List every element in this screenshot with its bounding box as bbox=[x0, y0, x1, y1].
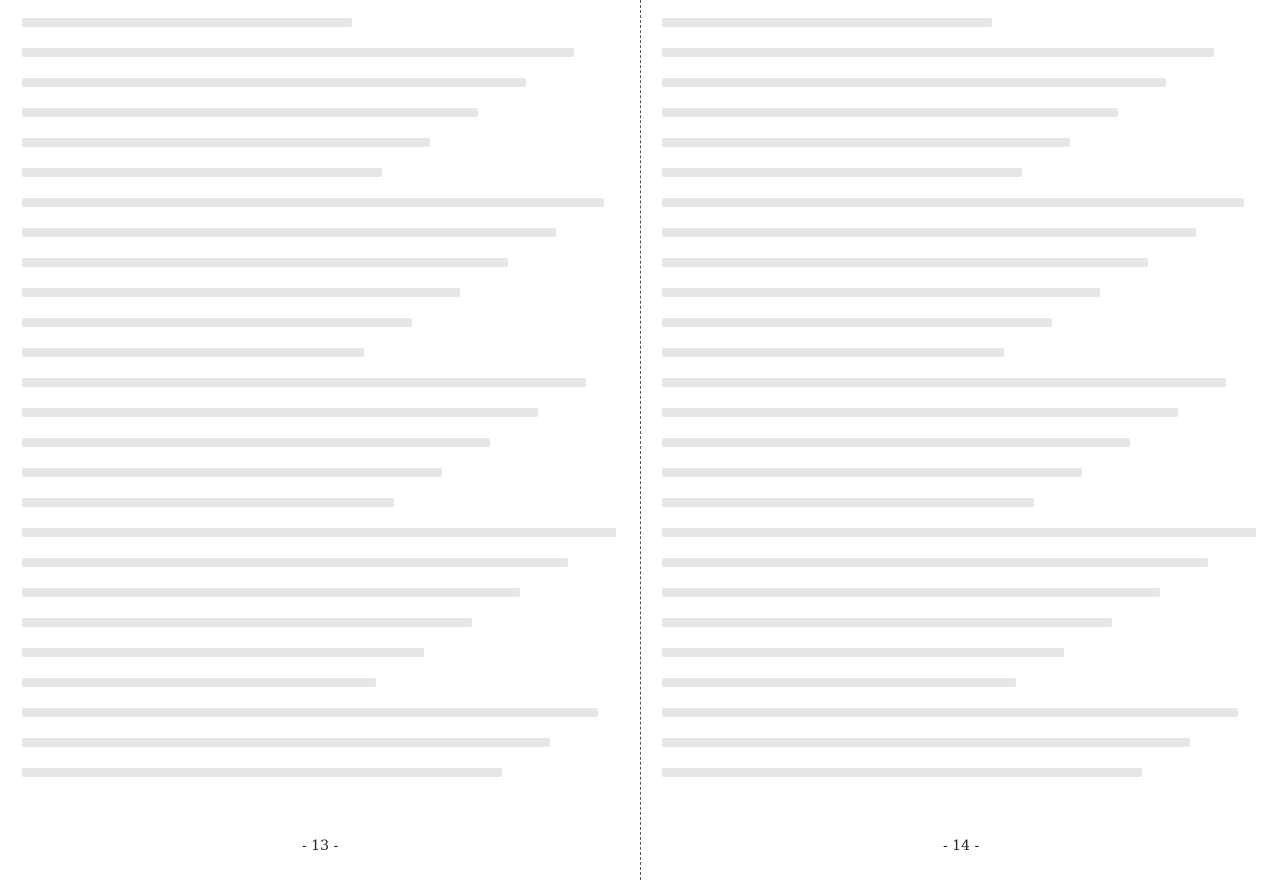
text-line-placeholder bbox=[662, 288, 1100, 297]
text-line-placeholder bbox=[22, 288, 460, 297]
text-line-placeholder bbox=[22, 498, 394, 507]
text-line-placeholder bbox=[22, 318, 412, 327]
page-13-body bbox=[22, 18, 622, 818]
text-line-placeholder bbox=[22, 528, 616, 537]
page-divider bbox=[640, 0, 641, 880]
text-line-placeholder bbox=[662, 408, 1178, 417]
text-line-placeholder bbox=[662, 78, 1166, 87]
text-line-placeholder bbox=[22, 468, 442, 477]
text-line-placeholder bbox=[662, 498, 1034, 507]
text-line-placeholder bbox=[22, 138, 430, 147]
text-line-placeholder bbox=[662, 348, 1004, 357]
text-line-placeholder bbox=[22, 48, 574, 57]
text-line-placeholder bbox=[662, 708, 1238, 717]
text-line-placeholder bbox=[22, 18, 352, 27]
text-line-placeholder bbox=[662, 738, 1190, 747]
text-line-placeholder bbox=[662, 138, 1070, 147]
text-line-placeholder bbox=[22, 408, 538, 417]
text-line-placeholder bbox=[662, 48, 1214, 57]
text-line-placeholder bbox=[662, 108, 1118, 117]
text-line-placeholder bbox=[22, 108, 478, 117]
text-line-placeholder bbox=[22, 168, 382, 177]
text-line-placeholder bbox=[22, 648, 424, 657]
text-line-placeholder bbox=[662, 768, 1142, 777]
text-line-placeholder bbox=[662, 18, 992, 27]
page-number-14: - 14 - bbox=[943, 838, 980, 854]
text-line-placeholder bbox=[22, 678, 376, 687]
text-line-placeholder bbox=[662, 618, 1112, 627]
text-line-placeholder bbox=[662, 228, 1196, 237]
text-line-placeholder bbox=[22, 558, 568, 567]
text-line-placeholder bbox=[662, 678, 1016, 687]
text-line-placeholder bbox=[22, 78, 526, 87]
text-line-placeholder bbox=[662, 258, 1148, 267]
text-line-placeholder bbox=[22, 618, 472, 627]
text-line-placeholder bbox=[22, 708, 598, 717]
text-line-placeholder bbox=[22, 438, 490, 447]
text-line-placeholder bbox=[662, 648, 1064, 657]
page-14-body bbox=[662, 18, 1262, 818]
text-line-placeholder bbox=[662, 588, 1160, 597]
text-line-placeholder bbox=[662, 378, 1226, 387]
text-line-placeholder bbox=[22, 738, 550, 747]
text-line-placeholder bbox=[662, 198, 1244, 207]
text-line-placeholder bbox=[662, 528, 1256, 537]
text-line-placeholder bbox=[662, 558, 1208, 567]
page-number-13: - 13 - bbox=[302, 838, 339, 854]
text-line-placeholder bbox=[22, 768, 502, 777]
text-line-placeholder bbox=[662, 438, 1130, 447]
text-line-placeholder bbox=[662, 468, 1082, 477]
text-line-placeholder bbox=[22, 258, 508, 267]
text-line-placeholder bbox=[22, 378, 586, 387]
text-line-placeholder bbox=[22, 198, 604, 207]
text-line-placeholder bbox=[22, 588, 520, 597]
text-line-placeholder bbox=[22, 228, 556, 237]
text-line-placeholder bbox=[22, 348, 364, 357]
text-line-placeholder bbox=[662, 168, 1022, 177]
text-line-placeholder bbox=[662, 318, 1052, 327]
